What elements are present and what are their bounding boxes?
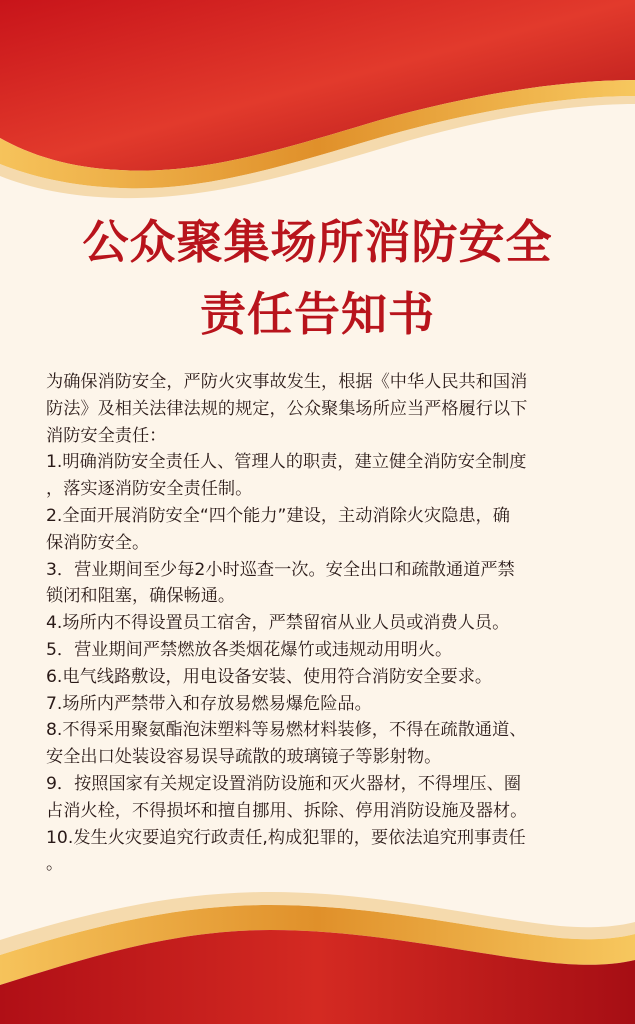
item-3-line: 锁闭和阻塞，确保畅通。: [46, 586, 236, 607]
item-5-line: 5．营业期间严禁燃放各类烟花爆竹或违规动用明火。: [46, 639, 453, 660]
intro-line: 消防安全责任：: [46, 425, 167, 446]
item-6-line: 6.电气线路敷设，用电设备安装、使用符合消防安全要求。: [46, 666, 493, 687]
notice-body: [46, 369, 624, 878]
item-2-line: 2.全面开展消防安全“四个能力”建设，主动消除火灾隐患，确: [46, 505, 510, 526]
page-title-line-1: 公众聚集场所消防安全: [82, 215, 553, 269]
item-8-line: 安全出口处装设容易误导疏散的玻璃镜子等影射物。: [46, 747, 442, 768]
item-9-line: 占消火栓，不得损坏和擅自挪用、拆除、停用消防设施及器材。: [46, 800, 528, 821]
item-4-line: 4.场所内不得设置员工宿舍，严禁留宿从业人员或消费人员。: [46, 613, 510, 634]
item-8-line: 8.不得采用聚氨酯泡沫塑料等易燃材料装修，不得在疏散通道、: [46, 720, 527, 741]
item-10-line: 。: [46, 854, 64, 875]
item-9-line: 9．按照国家有关规定设置消防设施和灭火器材，不得埋压、圈: [46, 773, 522, 794]
intro-line: 为确保消防安全，严防火灾事故发生，根据《中华人民共和国消: [46, 372, 528, 392]
intro-line: 防法》及相关法律法规的规定，公众聚集场所应当严格履行以下: [46, 398, 528, 419]
page-title-line-2: 责任告知书: [200, 287, 435, 341]
item-1-line: 1.明确消防安全责任人、管理人的职责，建立健全消防安全制度: [46, 452, 527, 473]
item-3-line: 3．营业期间至少每2小时巡查一次。安全出口和疏散通道严禁: [46, 559, 515, 580]
item-10-line: 10.发生火灾要追究行政责任,构成犯罪的，要依法追究刑事责任: [46, 827, 526, 848]
item-1-line: ，落实逐消防安全责任制。: [46, 479, 253, 500]
item-2-line: 保消防安全。: [46, 532, 150, 553]
item-7-line: 7.场所内严禁带入和存放易燃易爆危险品。: [46, 693, 372, 714]
